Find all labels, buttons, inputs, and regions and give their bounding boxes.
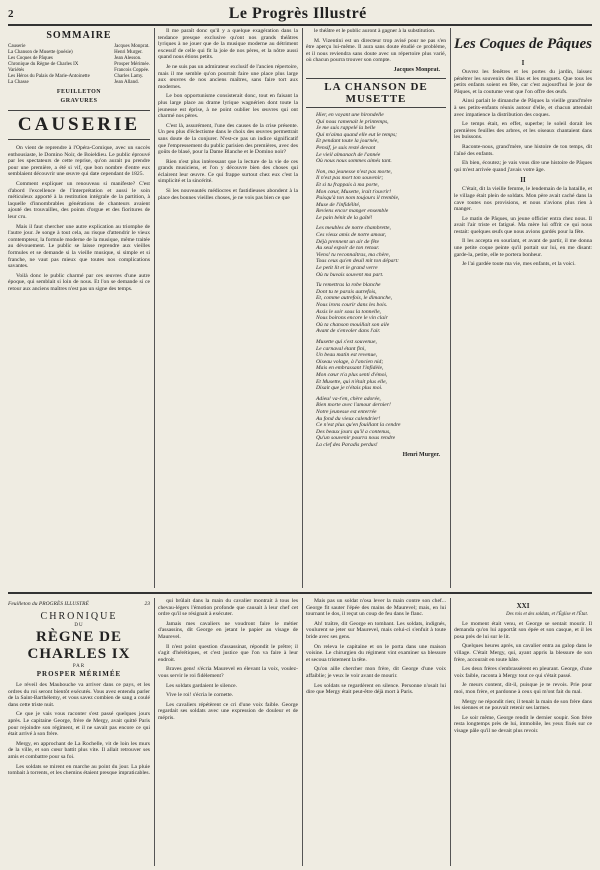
chronique-heading	[8, 611, 150, 678]
verse-line: Il n'est pas mort ton souvenir;	[316, 175, 384, 182]
verse-line: Et si tu frappais à ma porte,	[316, 181, 379, 188]
verse-line: Déjà prennent un air de fête	[316, 238, 380, 245]
verse-line: Mon cœur n'a plus senti d'émoi,	[316, 371, 388, 378]
sommaire-author: Prosper Mérimée.	[114, 62, 150, 67]
page-header	[8, 4, 592, 26]
feuilleton-column-3	[306, 598, 446, 866]
verse-line: Muse de l'infidélité,	[316, 201, 361, 208]
stanza	[316, 282, 446, 335]
column-rule	[450, 598, 451, 866]
verse-line: Viens! tu reconnaîtras, ma chère,	[316, 251, 391, 258]
newspaper-title: Le Progrès Illustré	[228, 5, 367, 22]
sommaire-author: Jacques Monprat.	[114, 44, 150, 49]
chapter-number: XXI	[516, 602, 530, 610]
column-coques	[454, 28, 592, 590]
paragraph: Mais pas un soldat n'osa lever la main contre son chef... George fit sauter l'épée des mains de Maurevel; mais, en lui tournant le dos, il reçut un coup de feu dans le flanc.	[306, 598, 446, 618]
paragraph: On releva le capitaine et on le porta dans une maison voisine. Le chirurgien du régiment vint examiner sa blessure et secoua tristement la tête.	[306, 643, 446, 663]
paragraph: C'est là, assurément, l'une des causes de la crise présente. Un peu plus d'éclectisme dans le choix des œuvres permettrait sans doute de la conjurer. N'est-ce pas un indice significatif que l'empressement du public parisien des premières, avec des goûts de blasé, pour la Dame Blanche et le Domino noir?	[158, 122, 298, 156]
column-chanson	[306, 28, 446, 590]
paragraph: Le moment était venu, et George se sentait mourir. Il demanda qu'on lui apportât son épée et son casque, et il les posa près de lui sur le lit.	[454, 620, 592, 640]
feuilleton-column-2	[158, 598, 298, 866]
verse-line: Où nous nous sommes aimés tant.	[316, 158, 392, 165]
verse-line: Qu'un souvenir pourra nous rendre	[316, 435, 396, 442]
causerie-title: CAUSERIE	[8, 110, 150, 140]
paragraph: Mais il faut chercher une autre explication au triomphe de l'autre jour. Je songe à tout cela, au risque d'attendrir le vieux comtempteur, la formule moderne de la musique, même traitée au dévouement. Le public se laisse reprendre aux vieilles formules et se demande si la vieille musique, si simple et si franche, ne vaut pas mieux que toutes nos complications savantes.	[8, 223, 150, 270]
verse-line: Au fond du vieux calendrier!	[316, 415, 381, 422]
sommaire-author: Jean Alesson.	[114, 56, 142, 61]
stanza	[316, 169, 446, 222]
column-rule	[154, 598, 155, 866]
paragraph: Le réveil des Maubouche va arriver dans ce pays, et les ordres du roi seront bientôt exécutés. Vous avez entendu parler de la Saint-Barthélemy, et vous savez combien de sang a coulé dans cette triste nuit.	[8, 682, 150, 708]
sommaire-item: Les Coques de Pâques	[8, 56, 53, 61]
verse-line: Et, comme autrefois, le dimanche,	[316, 295, 393, 302]
paragraph: Quelques heures après, un cavalier entra au galop dans le village. C'était Mergy, qui, ayant appris la blessure de son frère, accourait en toute hâte.	[454, 643, 592, 663]
verse-line: Qui m'aima quand elle eut le temps;	[316, 131, 398, 138]
verse-line: Oiseau volage, à l'ancien nid;	[316, 358, 384, 365]
verse-line: Le pain bénit de la gaîté!	[316, 214, 373, 221]
paragraph: Comment expliquer un renouveau si manifeste? C'est d'abord l'excellence de l'interprétation et aussi le soin méticuleux apporté à la restitution intégrale de la partition, à laquelle d'innombrables générations de chanteurs avaient ajouté des trouvailles, des points d'orgue et des fioritures de leur cru.	[8, 180, 150, 220]
chronique-author: PROSPER MÉRIMÉE	[36, 670, 122, 678]
causerie-signature: Jacques Monprat.	[393, 66, 440, 73]
feuilleton-header	[8, 601, 150, 607]
coques-title: Les Coques de Pâques	[454, 36, 592, 52]
feuilleton-label: Feuilleton du PROGRÈS ILLUSTRÉ	[8, 601, 89, 607]
verse-line: Qui nous ramenait le printemps,	[316, 118, 389, 125]
verse-line: Tu remettras la robe blanche	[316, 282, 381, 289]
verse-line: Tous ceux qu'en deuil mit ton départ:	[316, 258, 400, 265]
stanza	[316, 339, 446, 392]
paragraph: Le temps était, en effet, superbe; le soleil dorait les premières feuilles des arbres, et les oiseaux chantaient dans les buissons.	[454, 121, 592, 141]
paragraph: Raconte-nous, grand'mère, une histoire de ton temps, dit l'aîné des enfants.	[454, 143, 592, 157]
paragraph: Les soldats se mirent en marche au point du jour. La pluie tombait à torrents, et les chemins étaient presque impraticables.	[8, 763, 150, 777]
paragraph: M. Vizentini est un directeur trop avisé pour ne pas s'en être aperçu lui-même. Il aura sans doute étudié ce problème, et il nous reviendra sans doute avec un répertoire plus varié, où chacun pourra trouver son compte.	[306, 37, 446, 64]
verse-line: Avant de s'envoler dans l'air.	[316, 328, 381, 335]
verse-line: Et pendant toute la journée,	[316, 138, 379, 145]
paragraph: Les soldats se regardèrent en silence. Personne n'osait lui dire que Mergy était peut-être déjà mort à Paris.	[306, 682, 446, 696]
verse-line: Nous irons courir dans les bois.	[316, 302, 388, 308]
verse-line: Nous boirons encore le vin clair	[316, 315, 388, 322]
verse-line: Mon cœur, Musette, irait t'ouvrir!	[316, 188, 392, 195]
verse-line: Puisqu'à ton nom toujours il tremble,	[316, 195, 400, 202]
paragraph: Jamais mes cavaliers ne voudront faire le métier d'assassins, dit George en jetant le papier au visage de Maurevel.	[158, 620, 298, 640]
sommaire-author: Francois Coppée.	[114, 68, 150, 73]
verse-line: Non, ma jeunesse n'est pas morte,	[316, 168, 392, 175]
paragraph: Rien n'est plus intéressant que la lecture de la vie de ces grands musiciens, et l'on y découvre bien des choses qui éclairent leur œuvre. Ce qui frappe surtout chez eux c'est la simplicité et la sincérité.	[158, 158, 298, 185]
verse-line: Pensif, je suis resté devant	[316, 144, 376, 151]
paragraph: Vive le roi! s'écria le cornette.	[166, 692, 234, 699]
paragraph: On vient de reprendre à l'Opéra-Comique, avec un succès enthousiaste, le Domino Noir, de Boieldieu. Le public éprouvé par les spectateurs de cette reprise, qu'on aurait pu prendre pour une première, a été si vif, que bon nombre d'entre eux semblaient découvrir une œuvre qui date cependant de 1825.	[8, 145, 150, 178]
paragraph: Je ne suis pas un admirateur exclusif de l'ancien répertoire, mais il me semble qu'on pourrait faire une place plus large aux œuvres de nos anciens maîtres, sans faire tort aux modernes.	[158, 63, 298, 90]
chronique-du: DU	[74, 623, 84, 628]
paragraph: Les deux frères s'embrassèrent en pleurant. George, d'une voix faible, raconta à Mergy tout ce qui s'était passé.	[454, 666, 592, 679]
sommaire-item: Chronique du Règne de Charles IX	[8, 62, 79, 67]
verse-line: Ces vieux amis de notre amour,	[316, 232, 387, 239]
feuilleton-number: 23	[144, 601, 150, 607]
verse-line: Les meubles de notre chambrette,	[316, 225, 391, 232]
verse-line: Au seul espoir de ton retour.	[316, 245, 380, 252]
sommaire-item: Causerie	[8, 44, 26, 49]
paragraph: le théâtre et le public auront à gagner à la substitution.	[314, 28, 436, 34]
column-rule	[302, 28, 303, 588]
verse-line: Le carnaval étant fini,	[316, 345, 366, 352]
paragraph: Ce que je vais vous raconter s'est passé quelques jours après. Le capitaine George, frère de Mergy, avait quitté Paris pour rejoindre son régiment, et il ne savait pas encore ce qui était arrivé à son frère.	[8, 711, 150, 738]
stanza	[316, 396, 446, 449]
verse-line: Où tu buvais souvent ma part.	[316, 271, 384, 278]
gravures-label: GRAVURES	[60, 98, 98, 104]
verse-line: Dont tu te parais autrefois,	[316, 288, 377, 295]
sommaire-item: La Chasse	[8, 80, 29, 85]
verse-line: Assis le soir sous la tonnelle,	[316, 308, 381, 315]
paragraph: qui brûlait dans la main du cavalier montrait à tous les chevau-légers l'émotion profonde que causait à leur chef cet ordre qu'il se résignait à exécuter.	[158, 598, 298, 618]
stanza	[316, 225, 446, 278]
verse-line: Des beaux jours qu'il a contenus,	[316, 428, 391, 435]
paragraph: Ainsi parlait le dimanche de Pâques la vieille grand'mère à ses petits-enfants réunis autour d'elle, et chacun attendait avec impatience la distribution des coques.	[454, 98, 592, 118]
chanson-title: LA CHANSON DE MUSETTE	[306, 78, 446, 108]
verse-line: Bien morte avec l'amour dernier!	[316, 402, 391, 409]
verse-line: Notre jeunesse est enterrée	[316, 408, 377, 415]
paragraph: Je l'ai gardée toute ma vie, mes enfants, et la voici.	[462, 261, 576, 268]
paragraph: Mergy ne répondit rien; il tenait la main de son frère dans les siennes et ne pouvait retenir ses larmes.	[454, 698, 592, 712]
section-number: II	[520, 176, 526, 185]
paragraph: Le matin de Pâques, un jeune officier entra chez nous. Il avait l'air triste et fatigué. Ma mère lui offrit ce qui nous restait: quelques œufs que nous avions gardés pour la fête.	[454, 215, 592, 235]
paragraph: Le soir même, George rendit le dernier soupir. Son frère resta longtemps près de lui, immobile, les yeux fixés sur ce visage pâle qu'il ne devait plus revoir.	[454, 714, 592, 734]
sommaire-table	[8, 44, 150, 86]
feuilleton-label: FEUILLETON	[56, 89, 102, 95]
sommaire-author: Jean Alland.	[114, 80, 139, 85]
chronique-par: PAR	[72, 664, 86, 669]
column-rule	[450, 28, 451, 588]
paragraph: C'était, dit la vieille femme, le lendemain de la bataille, et le village était plein de soldats. Mon père avait caché dans la cave toutes nos provisions, et nous n'avions plus rien à manger.	[454, 186, 592, 213]
feuilleton-column-1	[8, 598, 150, 866]
paragraph: Voilà donc le public charmé par ces œuvres d'une autre époque, qui semblait si loin de nous. Et l'on se demande si ce retour aux anciens maîtres n'est pas un signe des temps.	[8, 272, 150, 292]
chapter-epigraph: Des rois et des soldats, et l'Église et l'État.	[506, 612, 588, 617]
verse-line: Le petit lit et le grand verre	[316, 265, 378, 272]
chronique-label: CHRONIQUE	[40, 611, 118, 622]
page-number: 2	[8, 8, 14, 20]
paragraph: Mergy, en approchant de La Rochelle, vit de loin les murs de la ville, et son cœur battit plus vite. Il allait retrouver ses amis et combattre pour sa foi.	[8, 740, 150, 760]
column-rule	[302, 598, 303, 866]
column-middle	[158, 28, 298, 590]
paragraph: Les soldats gardaient le silence.	[166, 682, 237, 689]
verse-line: Disait que je n'étais plus moi.	[316, 385, 383, 392]
paragraph: Le bon opportunisme consisterait donc, tout en faisant la plus large place au drame lyrique wagnérien dont toute la jeunesse est éprise, à ne point oublier les œuvres qui ont charmé nos pères.	[158, 93, 298, 120]
paragraph: Eh bien, écoutez; je vais vous dire une histoire de Pâques qui m'est arrivée quand j'avais votre âge.	[454, 160, 592, 173]
verse-line: Ce n'est plus qu'en fouillant la cendre	[316, 422, 401, 429]
verse-line: Musette qui s'est souvenue,	[316, 338, 377, 345]
chronique-title: RÈGNE DE CHARLES IX	[27, 629, 131, 662]
verse-line: Mais en embrassant l'infidèle,	[316, 365, 384, 372]
paragraph: Je meurs content, dit-il, puisque je te revois. Prie pour moi, mon frère, et pardonne à ceux qui m'ont fait du mal.	[454, 682, 592, 695]
verse-line: Où ta chanson mouillait son aile	[316, 321, 390, 328]
verse-line: Le vieil almanach de l'année	[316, 151, 381, 158]
paragraph: Il me paraît donc qu'il y a quelque exagération dans la tendance presque exclusive qu'ont nos grands théâtres lyriques à ne jouer que de la musique moderne au détriment excessif de celle qui fit la joie de nos pères, et la nôtre aussi quand nous étions petits.	[158, 28, 298, 61]
paragraph: Qu'on aille chercher mon frère, dit George d'une voix affaiblie; je veux le voir avant de mourir.	[306, 666, 446, 679]
sommaire-item: Les Héros du Palais de Marie-Antoinette	[8, 74, 90, 79]
paragraph: Il les accepta en souriant, et avant de partir, il me donna une petite coque peinte qu'il portait sur lui, en me disant: garde-la, petite, elle te portera bonheur.	[454, 238, 592, 258]
chanson-signature: Henri Murger.	[402, 452, 440, 459]
stanza	[316, 112, 446, 165]
paragraph: Les cavaliers répétèrent ce cri d'une voix faible. George regardait ses soldats avec une expression de douleur et de mépris.	[158, 701, 298, 721]
feuilleton-rule	[8, 592, 592, 594]
verse-line: Et Musette, qui n'était plus elle,	[316, 378, 387, 385]
verse-line: Un beau matin est revenue,	[316, 352, 378, 359]
section-number: I	[521, 59, 525, 67]
feuilleton-column-4	[454, 598, 592, 866]
sommaire-author: Henri Murger.	[114, 50, 143, 55]
verse-line: Je me suis rappelé la belle	[316, 125, 376, 132]
verse-line: Hier, en voyant une hirondelle	[316, 111, 384, 118]
verse-line: Reviens encor manger ensemble	[316, 208, 389, 215]
paragraph: Braves gens! s'écria Maurevel en élevant la voix, voulez-vous servir le roi fidèlement?	[158, 666, 298, 679]
column-rule	[154, 28, 155, 588]
verse-line: La clef des Paradis perdus!	[316, 441, 378, 448]
paragraph: Ouvrez les fenêtres et les portes du jardin, laissez pénétrer les souvenirs des lilas et les muguets. Que tous les petits enfants soient en fête, car c'est aujourd'hui le jour de Pâques, et la coutume veut que l'on offre des œufs.	[454, 69, 592, 95]
sommaire-title: SOMMAIRE	[46, 30, 112, 41]
sommaire-item: Variétés	[8, 68, 25, 73]
column-left	[8, 28, 150, 590]
paragraph: Si les nouveautés médiocres et fastidieuses abondent à la place des bonnes vieilles choses, je ne vois pas bien ce que	[158, 188, 298, 201]
verse-line: Adieu! va-t'en, chère adorée,	[316, 395, 381, 402]
sommaire-item: La Chanson de Musette (poésie)	[8, 50, 73, 55]
paragraph: Ah! traître, dit George en tombant. Les soldats, indignés, voulurent se jeter sur Maurevel, mais celui-ci s'enfuit à toute bride avec ses gens.	[306, 620, 446, 640]
sommaire-author: Charles Lamy.	[114, 74, 144, 79]
paragraph: Il n'est point question d'assassinat, répondit le prêtre; il s'agit d'hérétiques, et c'est justice que l'on va faire à leur endroit.	[158, 643, 298, 663]
